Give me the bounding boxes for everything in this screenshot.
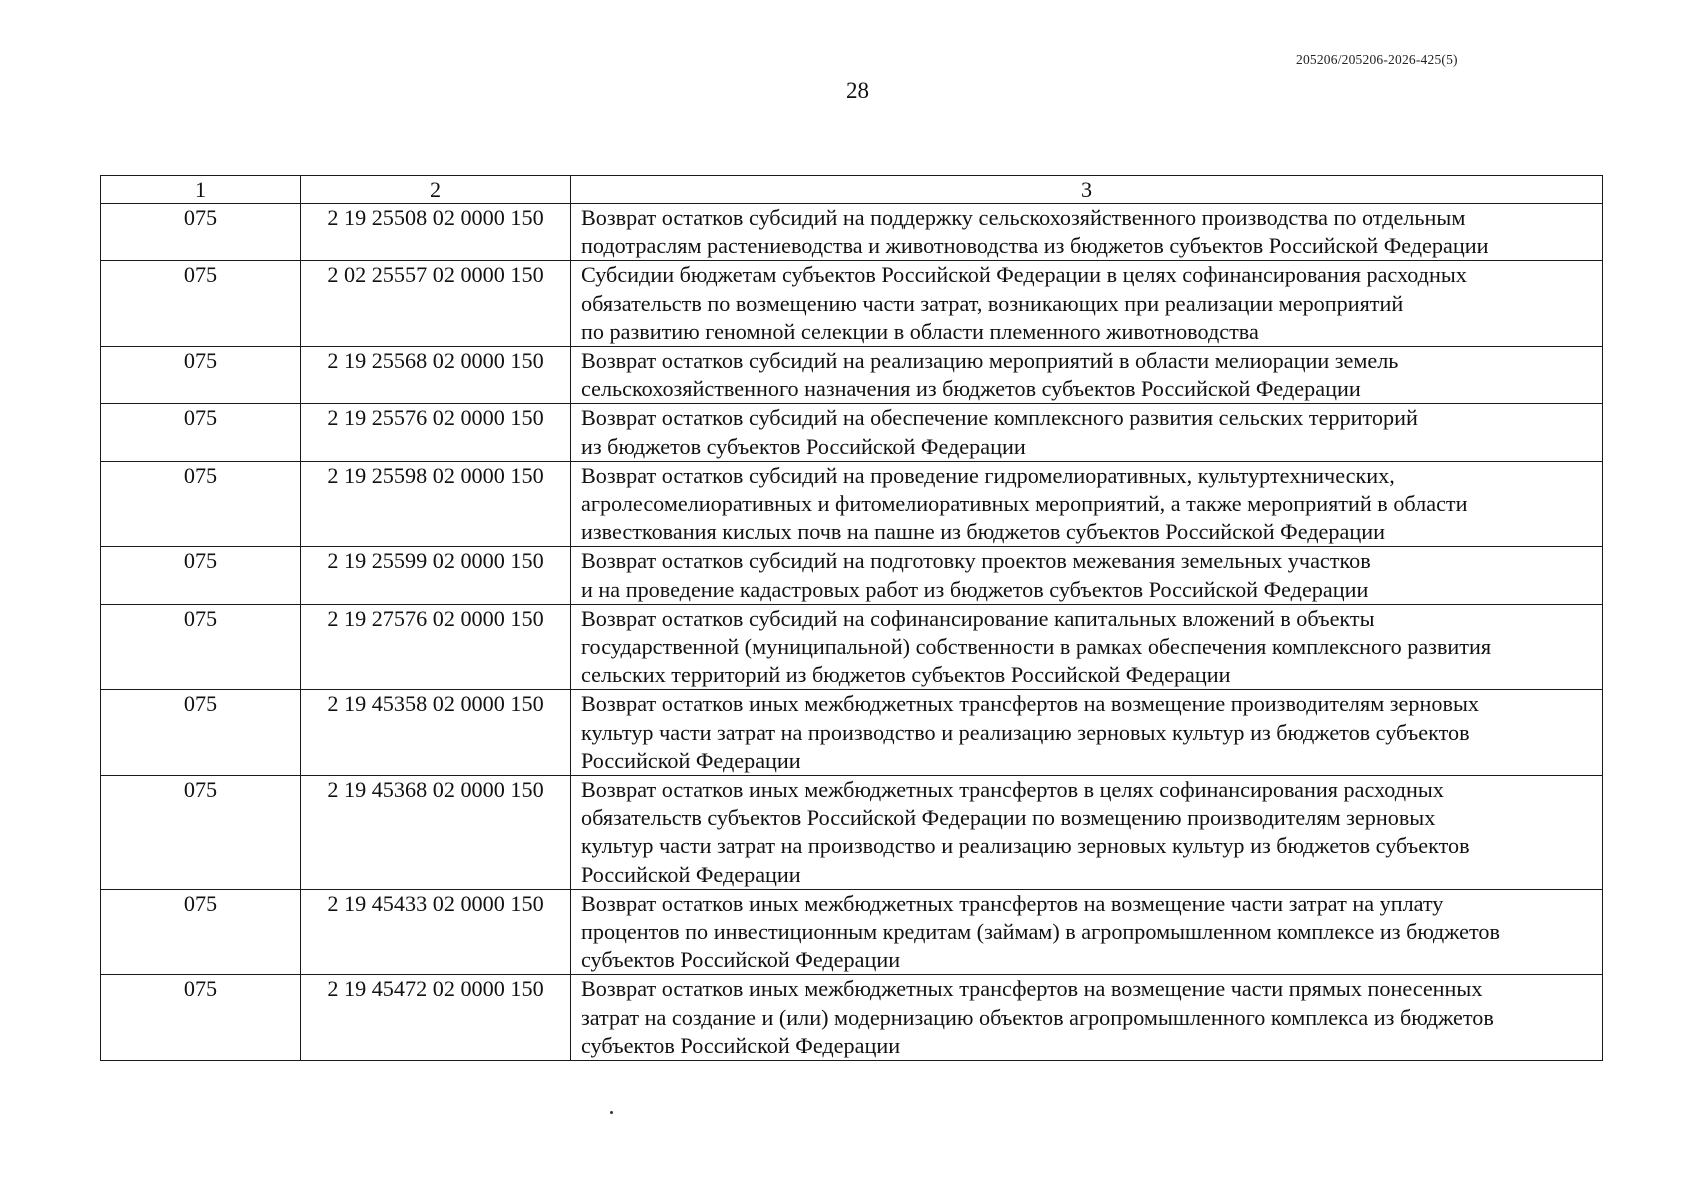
description-cell: [571, 461, 1603, 547]
admin-code-cell: 075: [101, 404, 301, 461]
description-line: Возврат остатков иных межбюджетных трансфертов в целях софинансирования расходных: [581, 777, 1444, 803]
description-line: известкования кислых почв на пашне из бюджетов субъектов Российской Федерации: [581, 519, 1385, 545]
description-line: Возврат остатков субсидий на поддержку сельскохозяйственного производства по отдельным: [581, 205, 1466, 230]
description-cell: [571, 404, 1603, 461]
description-line: сельских территорий из бюджетов субъектов Российской Федерации: [581, 662, 1231, 688]
admin-code-cell: 075: [101, 461, 301, 547]
description-line: культур части затрат на производство и реализацию зерновых культур из бюджетов субъектов: [581, 833, 1470, 859]
description-line: Возврат остатков иных межбюджетных трансфертов на возмещение части затрат на уплату: [581, 890, 1444, 916]
description-line: Возврат остатков субсидий на проведение гидромелиоративных, культуртехнических,: [581, 462, 1395, 488]
budget-classification-code-cell: 2 19 45472 02 0000 150: [301, 975, 571, 1061]
budget-classification-code-cell: 2 19 25508 02 0000 150: [301, 204, 571, 261]
description-line: подотраслям растениеводства и животноводства из бюджетов субъектов Российской Федерации: [581, 233, 1489, 259]
budget-codes-table: [100, 175, 1603, 1061]
description-line: Возврат остатков субсидий на реализацию мероприятий в области мелиорации земель: [581, 348, 1399, 374]
description-line: субъектов Российской Федерации: [581, 1032, 901, 1058]
admin-code-cell: 075: [101, 889, 301, 975]
description-line: сельскохозяйственного назначения из бюджетов субъектов Российской Федерации: [581, 376, 1361, 402]
description-cell: [571, 975, 1603, 1061]
table-row: [101, 261, 1603, 347]
budget-classification-code-cell: 2 19 45368 02 0000 150: [301, 776, 571, 890]
table-row: [101, 889, 1603, 975]
page-number: 28: [846, 78, 869, 103]
description-line: и на проведение кадастровых работ из бюджетов субъектов Российской Федерации: [581, 576, 1369, 602]
description-line: Возврат остатков иных межбюджетных трансфертов на возмещение части прямых понесенных: [581, 976, 1483, 1002]
budget-classification-code-cell: 2 19 25568 02 0000 150: [301, 347, 571, 404]
admin-code-cell: 075: [101, 347, 301, 404]
description-cell: [571, 776, 1603, 890]
budget-classification-code-cell: 2 19 27576 02 0000 150: [301, 604, 571, 690]
column-header-2: 2: [301, 176, 571, 204]
description-line: Возврат остатков субсидий на обеспечение комплексного развития сельских территорий: [581, 405, 1418, 431]
admin-code-cell: 075: [101, 975, 301, 1061]
description-cell: [571, 547, 1603, 604]
admin-code-cell: 075: [101, 776, 301, 890]
description-line: процентов по инвестиционным кредитам (займам) в агропромышленном комплексе из бюджетов: [581, 919, 1500, 945]
table-header-row: [101, 176, 1603, 204]
description-line: культур части затрат на производство и реализацию зерновых культур из бюджетов субъектов: [581, 719, 1470, 745]
table-row: [101, 604, 1603, 690]
description-cell: [571, 889, 1603, 975]
column-header-3: 3: [571, 176, 1603, 204]
description-line: обязательств субъектов Российской Федерации по возмещению производителям зерновых: [581, 805, 1436, 831]
admin-code-cell: 075: [101, 204, 301, 261]
table-body: [101, 176, 1603, 1061]
budget-classification-code-cell: 2 19 45358 02 0000 150: [301, 690, 571, 776]
admin-code-cell: 075: [101, 261, 301, 347]
admin-code-cell: 075: [101, 604, 301, 690]
budget-classification-code-cell: 2 19 25598 02 0000 150: [301, 461, 571, 547]
budget-classification-code-cell: 2 19 25576 02 0000 150: [301, 404, 571, 461]
description-cell: [571, 690, 1603, 776]
description-line: Возврат остатков иных межбюджетных трансфертов на возмещение производителям зерновых: [581, 691, 1479, 717]
table-row: [101, 204, 1603, 261]
description-line: Возврат остатков субсидий на софинансирование капитальных вложений в объекты: [581, 605, 1375, 631]
budget-classification-code-cell: 2 19 45433 02 0000 150: [301, 889, 571, 975]
table-row: [101, 404, 1603, 461]
table-row: [101, 547, 1603, 604]
description-line: Субсидии бюджетам субъектов Российской Федерации в целях софинансирования расходных: [581, 262, 1467, 288]
admin-code-cell: 075: [101, 547, 301, 604]
column-header-1: 1: [101, 176, 301, 204]
table-row: [101, 461, 1603, 547]
description-line: Возврат остатков субсидий на подготовку проектов межевания земельных участков: [581, 548, 1371, 574]
description-line: из бюджетов субъектов Российской Федерации: [581, 433, 1026, 459]
budget-classification-code-cell: 2 19 25599 02 0000 150: [301, 547, 571, 604]
table-row: [101, 776, 1603, 890]
table-row: [101, 690, 1603, 776]
description-line: по развитию геномной селекции в области племенного животноводства: [581, 318, 1259, 344]
budget-classification-code-cell: 2 02 25557 02 0000 150: [301, 261, 571, 347]
description-cell: [571, 261, 1603, 347]
table-row: [101, 347, 1603, 404]
table-row: [101, 975, 1603, 1061]
description-line: обязательств по возмещению части затрат, возникающих при реализации мероприятий: [581, 290, 1404, 316]
description-line: затрат на создание и (или) модернизацию объектов агропромышленного комплекса из бюджетов: [581, 1004, 1494, 1030]
description-cell: [571, 204, 1603, 261]
description-line: Российской Федерации: [581, 861, 801, 887]
document-id: 205206/205206-2026-425(5): [1296, 52, 1458, 67]
description-cell: [571, 347, 1603, 404]
description-line: агролесомелиоративных и фитомелиоративных мероприятий, а также мероприятий в области: [581, 491, 1468, 517]
admin-code-cell: 075: [101, 690, 301, 776]
scan-speck: [610, 1111, 613, 1114]
description-line: субъектов Российской Федерации: [581, 947, 901, 973]
description-cell: [571, 604, 1603, 690]
description-line: государственной (муниципальной) собственности в рамках обеспечения комплексного развития: [581, 634, 1492, 660]
description-line: Российской Федерации: [581, 747, 801, 773]
